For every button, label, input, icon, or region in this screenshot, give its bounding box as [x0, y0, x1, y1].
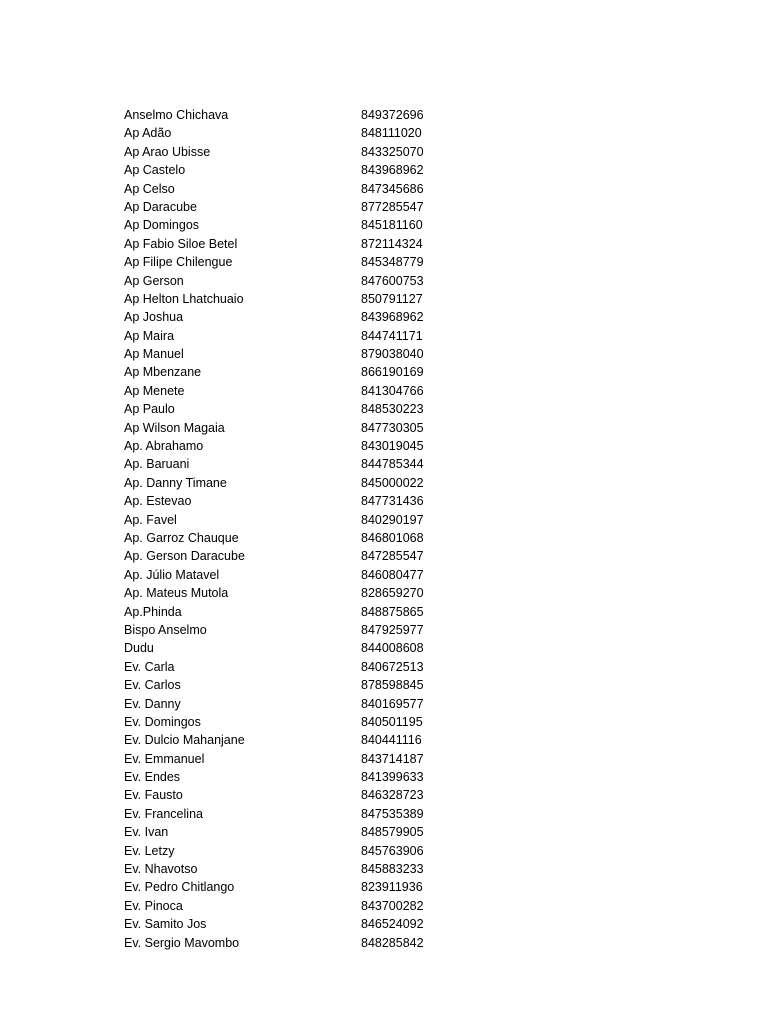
contact-name: Ap Filipe Chilengue [124, 255, 233, 270]
contact-row [124, 731, 444, 749]
contact-row [124, 639, 444, 657]
contact-name: Dudu [124, 641, 154, 656]
contact-row [124, 327, 444, 345]
contact-phone: 848579905 [361, 825, 424, 840]
contact-row [124, 253, 444, 271]
contact-name: Ev. Pedro Chitlango [124, 880, 235, 895]
contact-phone: 840441116 [361, 733, 422, 748]
contact-phone: 843968962 [361, 163, 424, 178]
contact-row [124, 400, 444, 418]
contact-phone: 878598845 [361, 678, 424, 693]
contact-name: Ap Mbenzane [124, 365, 202, 380]
contact-phone: 847731436 [361, 494, 424, 509]
contact-row [124, 547, 444, 565]
contact-row [124, 676, 444, 694]
contact-phone: 849372696 [361, 108, 424, 122]
contact-name: Ap Celso [124, 181, 175, 196]
contact-phone: 843714187 [361, 751, 424, 766]
contact-name: Ap Fabio Siloe Betel [124, 236, 238, 251]
contact-row [124, 511, 444, 529]
contact-name: Ap. Abrahamo [124, 439, 204, 454]
contact-name: Ap Paulo [124, 402, 175, 417]
contact-row [124, 860, 444, 878]
contact-name: Ev. Domingos [124, 714, 201, 729]
contact-row [124, 216, 444, 234]
contact-name: Ev. Pinoca [124, 898, 183, 913]
contact-phone: 844741171 [361, 328, 423, 343]
contact-row [124, 272, 444, 290]
contact-phone: 845763906 [361, 843, 424, 858]
contact-phone: 843700282 [361, 898, 424, 913]
contact-row [124, 474, 444, 492]
contact-name: Ev. Ivan [124, 825, 169, 840]
contact-name: Ev. Endes [124, 770, 181, 785]
contact-row [124, 658, 444, 676]
contact-row [124, 768, 444, 786]
contact-name: Ap. Danny Timane [124, 475, 227, 490]
contact-name: Ev. Nhavotso [124, 862, 198, 877]
contact-name: Ev. Danny [124, 696, 181, 711]
contact-phone: 845181160 [361, 218, 423, 233]
contact-row [124, 713, 444, 731]
contact-phone: 823911936 [361, 880, 423, 895]
contact-phone: 847925977 [361, 622, 424, 637]
contact-name: Ap Arao Ubisse [124, 144, 211, 159]
contact-row [124, 455, 444, 473]
contact-name: Ap Wilson Magaia [124, 420, 225, 435]
contact-row [124, 695, 444, 713]
contact-name: Ev. Dulcio Mahanjane [124, 733, 245, 748]
contact-name: Ev. Samito Jos [124, 917, 207, 932]
contact-phone: 847730305 [361, 420, 424, 435]
contact-name: Ap.Phinda [124, 604, 182, 619]
contact-row [124, 529, 444, 547]
contact-name: Ap. Mateus Mutola [124, 586, 229, 601]
contact-name: Ap. Júlio Matavel [124, 567, 220, 582]
contact-phone: 847535389 [361, 806, 424, 821]
contact-phone: 841399633 [361, 770, 424, 785]
contact-phone: 840672513 [361, 659, 424, 674]
contact-row [124, 603, 444, 621]
contact-name: Ap Gerson [124, 273, 184, 288]
contact-name: Ap Manuel [124, 347, 184, 362]
contact-name: Anselmo Chichava [124, 108, 229, 122]
contact-phone: 850791127 [361, 291, 423, 306]
contact-phone: 845883233 [361, 862, 424, 877]
contact-phone: 848875865 [361, 604, 424, 619]
contact-row [124, 897, 444, 915]
contact-name: Ap. Garroz Chauque [124, 530, 239, 545]
contact-row [124, 842, 444, 860]
contact-phone: 843325070 [361, 144, 424, 159]
contact-name: Ev. Carlos [124, 678, 181, 693]
contact-name: Ap Daracube [124, 199, 197, 214]
contact-name: Ap Menete [124, 383, 185, 398]
contact-row [124, 308, 444, 326]
contact-name: Bispo Anselmo [124, 622, 207, 637]
contact-phone: 840501195 [361, 714, 423, 729]
contact-phone: 840290197 [361, 512, 424, 527]
contact-row [124, 492, 444, 510]
contact-name: Ap Domingos [124, 218, 200, 233]
contact-row [124, 915, 444, 933]
contact-phone: 843968962 [361, 310, 424, 325]
contact-phone: 845348779 [361, 255, 424, 270]
contact-row [124, 180, 444, 198]
contact-name: Ev. Sergio Mavombo [124, 935, 240, 950]
contact-row [124, 750, 444, 768]
contact-name: Ap. Favel [124, 512, 177, 527]
contact-phone: 846801068 [361, 530, 424, 545]
contact-name: Ap Adão [124, 126, 172, 141]
contact-phone: 847345686 [361, 181, 424, 196]
contact-row [124, 934, 444, 952]
contact-name: Ev. Carla [124, 659, 175, 674]
contact-row [124, 382, 444, 400]
contact-phone: 845000022 [361, 475, 424, 490]
contact-row [124, 419, 444, 437]
contact-phone: 877285547 [361, 199, 424, 214]
contact-phone: 846328723 [361, 788, 424, 803]
contact-phone: 872114324 [361, 236, 423, 251]
contact-phone: 846080477 [361, 567, 424, 582]
contact-row [124, 161, 444, 179]
contact-row [124, 878, 444, 896]
contact-name: Ap. Estevao [124, 494, 192, 509]
contact-row [124, 345, 444, 363]
contact-row [124, 621, 444, 639]
contact-phone: 840169577 [361, 696, 424, 711]
contact-name: Ap. Gerson Daracube [124, 549, 245, 564]
contact-phone: 848111020 [361, 126, 422, 141]
contact-name: Ap. Baruani [124, 457, 190, 472]
contact-row [124, 124, 444, 142]
contact-name: Ap Castelo [124, 163, 186, 178]
contact-phone: 848285842 [361, 935, 424, 950]
contact-row [124, 786, 444, 804]
contact-phone: 844008608 [361, 641, 424, 656]
contact-phone: 866190169 [361, 365, 424, 380]
contact-row [124, 290, 444, 308]
contact-row [124, 437, 444, 455]
contact-name: Ap Joshua [124, 310, 184, 325]
contact-phone: 841304766 [361, 383, 424, 398]
contact-row [124, 363, 444, 381]
contact-row [124, 584, 444, 602]
contact-name: Ev. Emmanuel [124, 751, 205, 766]
contact-row [124, 823, 444, 841]
contact-row [124, 198, 444, 216]
contact-list [124, 106, 444, 952]
contact-phone: 848530223 [361, 402, 424, 417]
contact-name: Ev. Francelina [124, 806, 203, 821]
contact-name: Ap Helton Lhatchuaio [124, 291, 244, 306]
contact-phone: 879038040 [361, 347, 424, 362]
contact-name: Ev. Fausto [124, 788, 183, 803]
contact-row [124, 106, 444, 124]
contact-row [124, 235, 444, 253]
contact-name: Ap Maira [124, 328, 175, 343]
contact-row [124, 566, 444, 584]
contact-name: Ev. Letzy [124, 843, 175, 858]
contact-phone: 828659270 [361, 586, 424, 601]
contact-phone: 846524092 [361, 917, 424, 932]
contact-row [124, 805, 444, 823]
contact-phone: 843019045 [361, 439, 424, 454]
contact-phone: 847600753 [361, 273, 424, 288]
contact-phone: 844785344 [361, 457, 424, 472]
contact-row [124, 143, 444, 161]
contact-phone: 847285547 [361, 549, 424, 564]
